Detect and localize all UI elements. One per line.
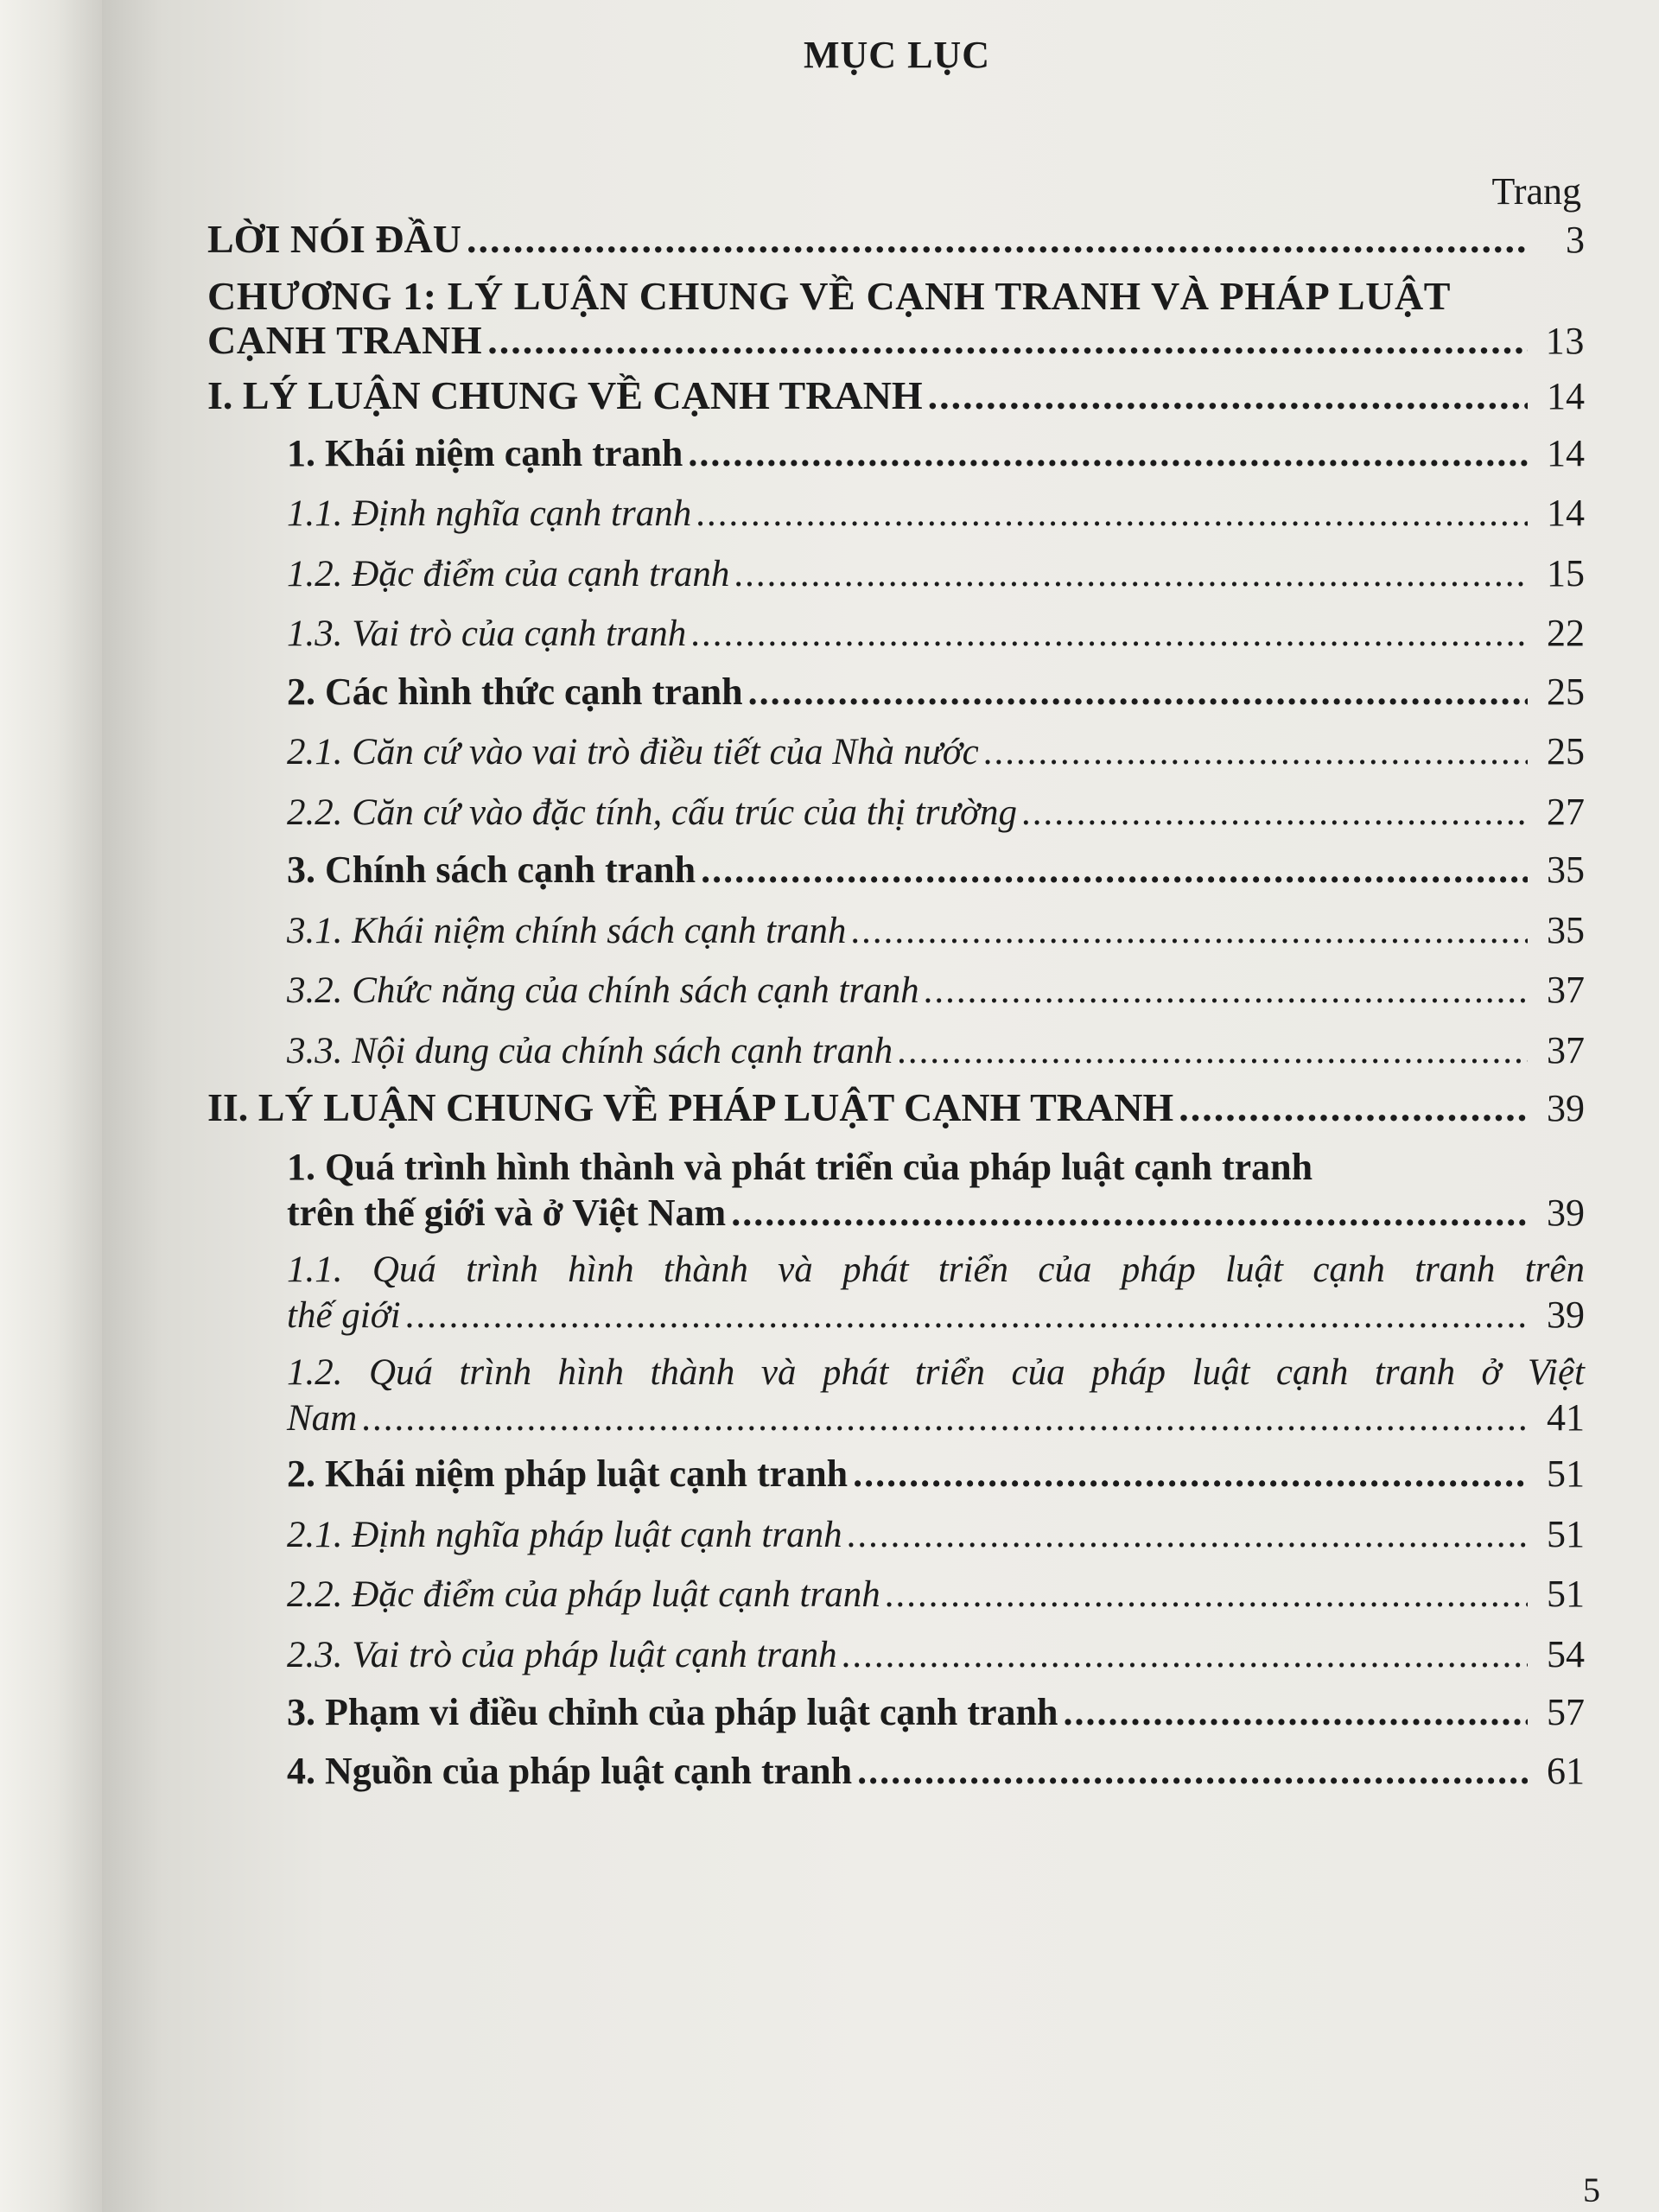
toc-entry-page: 51 [1547,1573,1585,1616]
toc-entry-item[interactable] [207,790,1585,834]
toc-entry-item[interactable] [207,1632,1585,1676]
dot-leader [928,373,1528,419]
dot-leader [851,910,1528,952]
toc-entry-section-1[interactable] [207,372,1585,419]
page-column-label: Trang [1491,170,1581,213]
toc-entry-title-first-line: 1.2. Quá trình hình thành và phát triển của pháp luật cạnh tranh ở Việt [287,1351,1585,1393]
toc-entry-title: 3. Chính sách cạnh tranh [287,849,696,892]
page-title: MỤC LỤC [804,34,990,76]
toc-entry-page: 51 [1547,1452,1585,1496]
toc-entry-page: 51 [1547,1512,1585,1555]
toc-entry-page: 3 [1566,219,1585,261]
dot-leader [1063,1691,1528,1735]
toc-entry-title-first-line: 1. Quá trình hình thành và phát triển của pháp luật cạnh tranh [287,1145,1313,1188]
toc-entry-section-2[interactable] [207,1084,1585,1131]
toc-entry-page: 39 [1547,1086,1585,1129]
dot-leader [1179,1085,1528,1131]
dot-leader [848,1514,1528,1556]
toc-entry-title: 2.1. Căn cứ vào vai trò điều tiết của Nhà nước [287,732,979,773]
toc-entry-page: 13 [1545,319,1585,362]
toc-entry-title: 2. Các hình thức cạnh tranh [287,670,743,713]
toc-entry-page: 14 [1547,492,1585,535]
toc-entry-page: 14 [1547,374,1585,417]
toc-entry-item[interactable] [207,729,1585,773]
toc-entry-title: 2. Khái niệm pháp luật cạnh tranh [287,1452,849,1496]
toc-entry-subsection[interactable] [207,1690,1585,1735]
toc-entry-title: 1.3. Vai trò của cạnh tranh [287,613,687,655]
toc-entry-title: 2.3. Vai trò của pháp luật cạnh tranh [287,1634,837,1675]
toc-entry-page: 27 [1547,790,1585,833]
toc-entry-page: 57 [1547,1691,1585,1734]
toc-entry-subsection[interactable] [207,431,1585,476]
dot-leader [691,613,1528,655]
toc-entry-title: 3.3. Nội dung của chính sách cạnh tranh [287,1030,893,1071]
toc-entry-title: II. LÝ LUẬN CHUNG VỀ PHÁP LUẬT CẠNH TRANH [207,1084,1174,1129]
toc-entry-item[interactable] [207,1028,1585,1072]
dot-leader [731,1192,1528,1236]
dot-leader [362,1397,1528,1440]
toc-entry-page: 41 [1547,1395,1585,1439]
toc-entry-title: 1.2. Đặc điểm của cạnh tranh [287,553,730,594]
toc-entry-item[interactable] [207,1512,1585,1556]
toc-entry-item[interactable] [207,1351,1585,1440]
page-number: 5 [1583,2171,1600,2209]
dot-leader [925,969,1528,1012]
dot-leader [898,1030,1528,1072]
toc-entry-title-first-line: 1.1. Quá trình hình thành và phát triển của pháp luật cạnh tranh trên [287,1249,1585,1291]
dot-leader [487,318,1528,364]
toc-entry-page: 22 [1547,612,1585,655]
dot-leader [467,217,1528,263]
dot-leader [734,553,1528,595]
toc-entry-title: CẠNH TRANH [207,317,483,362]
toc-entry-page: 39 [1547,1191,1585,1234]
toc-entry-title: trên thế giới và ở Việt Nam [287,1191,727,1234]
toc-entry-page: 39 [1547,1294,1585,1337]
toc-entry-title: 2.2. Đặc điểm của pháp luật cạnh tranh [287,1574,880,1616]
toc-entry-item[interactable] [207,1572,1585,1616]
toc-entry-subsection[interactable] [207,1749,1585,1794]
toc-entry-page: 25 [1547,730,1585,773]
toc-entry-page: 37 [1547,969,1585,1012]
toc-entry-title: 2.2. Căn cứ vào đặc tính, cấu trúc của thị trường [287,791,1017,833]
toc-entry-item[interactable] [207,908,1585,952]
toc-entry-page: 61 [1547,1749,1585,1792]
toc-entry-subsection[interactable] [207,670,1585,715]
toc-entry-subsection[interactable] [207,1452,1585,1497]
toc-entry-subsection[interactable] [207,1145,1585,1236]
dot-leader [688,432,1528,476]
toc-entry-title: I. LÝ LUẬN CHUNG VỀ CẠNH TRANH [207,372,923,417]
table-of-contents [207,216,1585,1793]
toc-entry-title: 3.1. Khái niệm chính sách cạnh tranh [287,910,847,951]
dot-leader [696,493,1528,535]
toc-entry-page: 35 [1547,849,1585,892]
toc-entry-item[interactable] [207,968,1585,1012]
toc-entry-page: 14 [1547,431,1585,474]
toc-entry-title-first-line: CHƯƠNG 1: LÝ LUẬN CHUNG VỀ CẠNH TRANH VÀ PHÁP LUẬT [207,273,1452,318]
toc-entry-title: LỜI NÓI ĐẦU [207,217,461,261]
toc-entry-title: Nam [287,1397,358,1439]
toc-entry-preface[interactable] [207,216,1585,263]
toc-entry-title: 3.2. Chức năng của chính sách cạnh tranh [287,970,919,1012]
dot-leader [748,671,1528,715]
toc-entry-item[interactable] [207,1249,1585,1337]
dot-leader [842,1634,1528,1676]
toc-entry-chapter-1[interactable] [207,273,1585,364]
toc-entry-title: 1.1. Định nghĩa cạnh tranh [287,493,692,535]
dot-leader [857,1750,1528,1794]
toc-entry-item[interactable] [207,551,1585,595]
toc-entry-page: 35 [1547,908,1585,951]
toc-entry-item[interactable] [207,611,1585,655]
toc-entry-subsection[interactable] [207,848,1585,893]
dot-leader [1022,791,1528,834]
toc-entry-item[interactable] [207,491,1585,535]
dot-leader [886,1573,1528,1616]
toc-entry-title: 4. Nguồn của pháp luật cạnh tranh [287,1749,853,1792]
left-page-edge [0,0,102,2212]
toc-entry-page: 15 [1547,551,1585,594]
toc-entry-page: 54 [1547,1632,1585,1675]
dot-leader [984,731,1528,773]
toc-entry-page: 25 [1547,670,1585,713]
toc-entry-title: 1. Khái niệm cạnh tranh [287,431,683,474]
toc-entry-title: 3. Phạm vi điều chỉnh của pháp luật cạnh tranh [287,1691,1058,1734]
toc-entry-title: 2.1. Định nghĩa pháp luật cạnh tranh [287,1514,842,1555]
dot-leader [853,1452,1528,1497]
dot-leader [701,849,1528,893]
toc-entry-page: 37 [1547,1028,1585,1071]
dot-leader [406,1294,1528,1337]
toc-entry-title: thế giới [287,1295,401,1337]
